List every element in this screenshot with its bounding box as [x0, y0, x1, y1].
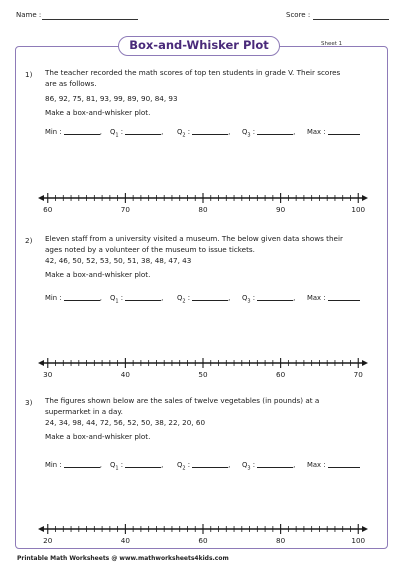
min-answer-blank[interactable] [64, 459, 100, 468]
tick-label: 100 [351, 205, 366, 214]
question-line: supermarket in a day. [45, 407, 123, 416]
question-number: 1) [25, 70, 33, 79]
name-label: Name : [16, 11, 42, 19]
q1-colon: : [118, 294, 123, 302]
q2-label: Q [177, 461, 183, 469]
max-label: Max : [307, 294, 326, 302]
arrow-right-icon [362, 360, 368, 366]
question-instruction: Make a box-and-whisker plot. [45, 432, 151, 441]
number-line [38, 355, 368, 383]
q3-colon: : [250, 294, 255, 302]
q2-subscript: 2 [182, 132, 186, 139]
q3-label: Q [242, 128, 248, 136]
q3-subscript: 3 [247, 298, 251, 305]
sheet-label: Sheet 1 [321, 41, 343, 47]
max-answer-blank[interactable] [328, 126, 360, 135]
tick-label: 90 [276, 205, 286, 214]
tick-label: 60 [43, 205, 53, 214]
max-answer-blank[interactable] [328, 459, 360, 468]
q2-label: Q [177, 128, 183, 136]
q1-label: Q [110, 128, 116, 136]
tick-label: 80 [198, 205, 208, 214]
tick-label: 20 [43, 536, 53, 545]
arrow-right-icon [362, 526, 368, 532]
question-line: are as follows. [45, 79, 97, 88]
number-line [38, 190, 368, 218]
q1-subscript: 1 [115, 465, 119, 472]
q1-answer-blank[interactable] [125, 126, 161, 135]
tick-label: 80 [276, 536, 286, 545]
question-instruction: Make a box-and-whisker plot. [45, 108, 151, 117]
q3-answer-blank[interactable] [257, 126, 293, 135]
question-data: 86, 92, 75, 81, 93, 99, 89, 90, 84, 93 [45, 94, 178, 103]
q2-answer-blank[interactable] [192, 126, 228, 135]
question-line: Eleven staff from a university visited a museum. The below given data shows their [45, 234, 343, 243]
q3-colon: : [250, 128, 255, 136]
tick-label: 60 [198, 536, 208, 545]
question-text [45, 395, 380, 442]
tick-label: 40 [120, 536, 130, 545]
answer-row: Min : , $Q_1$ : , $Q_2$ : , $Q_3$ : , Max : [45, 459, 365, 471]
question-instruction: Make a box-and-whisker plot. [45, 270, 151, 279]
tick-label: 30 [43, 370, 53, 379]
tick-label: 40 [120, 370, 130, 379]
q3-label: Q [242, 294, 248, 302]
question-line: ages noted by a volunteer of the museum to issue tickets. [45, 245, 255, 254]
q3-colon: : [250, 461, 255, 469]
footer-text: Printable Math Worksheets @ www.mathworksheets4kids.com [17, 555, 229, 562]
arrow-right-icon [362, 195, 368, 201]
page-title: Box-and-Whisker Plot [118, 36, 280, 56]
score-field[interactable] [313, 19, 389, 20]
q2-subscript: 2 [182, 298, 186, 305]
question-line: The figures shown below are the sales of twelve vegetables (in pounds) at a [45, 396, 320, 405]
q1-label: Q [110, 294, 116, 302]
tick-label: 70 [353, 370, 363, 379]
q1-colon: : [118, 128, 123, 136]
tick-label: 70 [120, 205, 130, 214]
arrow-left-icon [38, 195, 44, 201]
number-line [38, 521, 368, 549]
q2-label: Q [177, 294, 183, 302]
q3-subscript: 3 [247, 465, 251, 472]
q2-colon: : [185, 128, 190, 136]
question-number: 2) [25, 236, 33, 245]
q1-colon: : [118, 461, 123, 469]
tick-label: 100 [351, 536, 366, 545]
question-data: 42, 46, 50, 52, 53, 50, 51, 38, 48, 47, 43 [45, 256, 192, 265]
q1-answer-blank[interactable] [125, 292, 161, 301]
arrow-left-icon [38, 526, 44, 532]
min-label: Min : [45, 128, 62, 136]
question-line: The teacher recorded the math scores of top ten students in grade V. Their scores [45, 68, 341, 77]
min-answer-blank[interactable] [64, 126, 100, 135]
name-field[interactable] [42, 19, 138, 20]
min-answer-blank[interactable] [64, 292, 100, 301]
q2-answer-blank[interactable] [192, 459, 228, 468]
question-number: 3) [25, 398, 33, 407]
q2-answer-blank[interactable] [192, 292, 228, 301]
tick-label: 50 [198, 370, 208, 379]
q2-subscript: 2 [182, 465, 186, 472]
q3-answer-blank[interactable] [257, 459, 293, 468]
q1-label: Q [110, 461, 116, 469]
q3-subscript: 3 [247, 132, 251, 139]
question-text [45, 233, 380, 280]
min-label: Min : [45, 461, 62, 469]
q3-label: Q [242, 461, 248, 469]
answer-row: Min : , $Q_1$ : , $Q_2$ : , $Q_3$ : , Max : [45, 292, 365, 304]
q1-subscript: 1 [115, 132, 119, 139]
answer-row: Min : , $Q_1$ : , $Q_2$ : , $Q_3$ : , Max : [45, 126, 365, 138]
max-answer-blank[interactable] [328, 292, 360, 301]
question-text [45, 67, 380, 118]
q2-colon: : [185, 294, 190, 302]
max-label: Max : [307, 128, 326, 136]
q2-colon: : [185, 461, 190, 469]
q3-answer-blank[interactable] [257, 292, 293, 301]
q1-answer-blank[interactable] [125, 459, 161, 468]
question-data: 24, 34, 98, 44, 72, 56, 52, 50, 38, 22, 20, 60 [45, 418, 206, 427]
min-label: Min : [45, 294, 62, 302]
tick-label: 60 [276, 370, 286, 379]
score-label: Score : [286, 11, 311, 19]
max-label: Max : [307, 461, 326, 469]
q1-subscript: 1 [115, 298, 119, 305]
arrow-left-icon [38, 360, 44, 366]
